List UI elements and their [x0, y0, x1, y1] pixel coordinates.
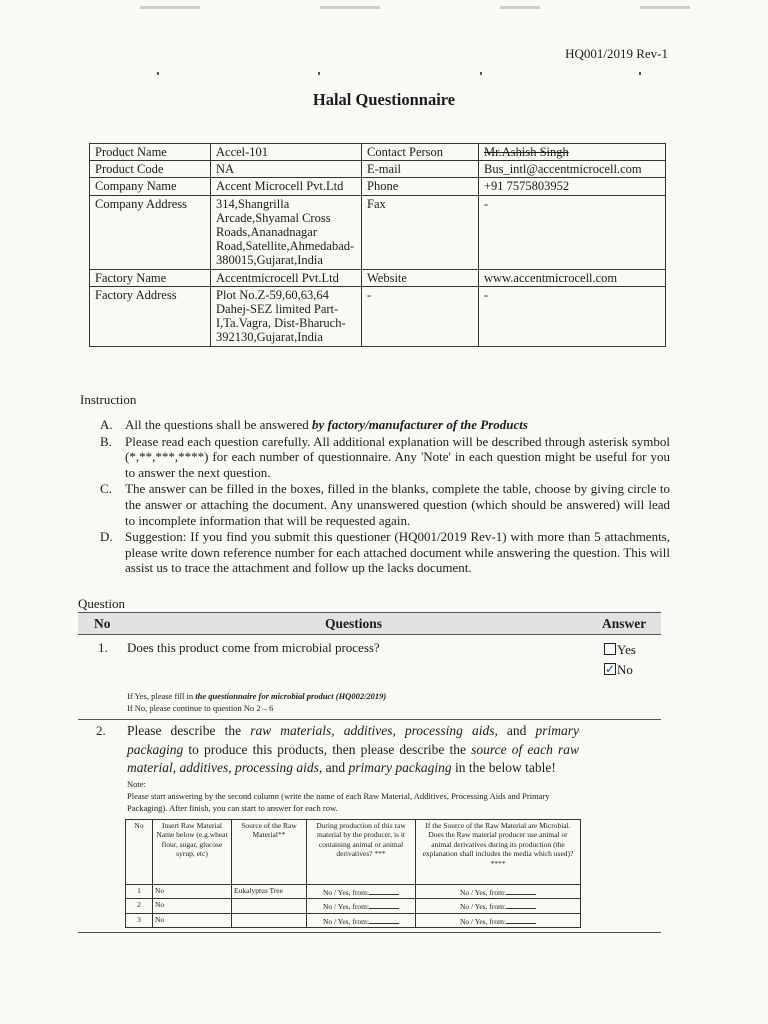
instruction-heading: Instruction: [80, 392, 137, 407]
instruction-text: Suggestion: If you find you submit this questioner (HQ001/2019 Rev-1) with more than 5 attachments, please write down reference number for each attached document while answering the question. This will assist us to trace the attachment and follow up the lacks document.: [125, 529, 670, 576]
fill-blank[interactable]: [369, 886, 399, 895]
factory-address-value: [211, 286, 362, 346]
address-line: Dahej-SEZ limited Part-: [216, 302, 339, 317]
question-table-header: [78, 612, 661, 635]
question-text: Does this product come from microbial process?: [127, 640, 380, 655]
value-cell: Accent Microcell Pvt.Ltd: [211, 178, 362, 195]
question-number: 2.: [96, 723, 106, 738]
scan-speck: [480, 72, 482, 75]
label-cell: Company Address: [90, 195, 211, 269]
label-cell: -: [362, 286, 479, 346]
text-part-emph: primary packaging: [348, 760, 452, 775]
value-cell: -: [479, 286, 666, 346]
address-line: 392130,Gujarat,India: [216, 330, 323, 345]
label-cell: Fax: [362, 195, 479, 269]
question-heading: Question: [78, 596, 125, 611]
text-part: and: [497, 723, 536, 738]
list-marker: A.: [100, 417, 113, 432]
text-part: to produce this products, then please describe the: [183, 741, 472, 757]
label-cell: Product Name: [90, 144, 211, 161]
column-header-answer: Answer: [602, 616, 647, 631]
microbial-answer[interactable]: [416, 913, 581, 927]
column-header: No: [126, 820, 153, 885]
address-line: Roads,Ananadnagar: [216, 225, 318, 240]
list-item: [100, 529, 670, 576]
address-line: I,Ta.Vagra, Dist-Bharuch-: [216, 316, 346, 331]
table-row: [126, 899, 581, 913]
scan-top-marks: [0, 6, 768, 10]
answer-text: No / Yes, from:: [322, 902, 370, 912]
fax-value: -: [479, 195, 666, 269]
answer-text: No / Yes, from:: [459, 916, 507, 926]
company-address-value: [211, 195, 362, 269]
label-cell: Company Name: [90, 178, 211, 195]
table-row: [126, 885, 581, 899]
address-line: Arcade,Shyamal Cross: [216, 210, 331, 225]
table-row: [90, 269, 666, 286]
label-cell: Website: [362, 269, 479, 286]
contact-person-value: Mr.Ashish Singh: [479, 144, 666, 161]
note-line: [127, 690, 386, 702]
checkbox-yes[interactable]: [604, 643, 616, 655]
list-item: [100, 481, 670, 528]
label-cell: Factory Name: [90, 269, 211, 286]
fill-blank[interactable]: [506, 915, 536, 924]
row-number: 2: [126, 899, 153, 913]
label-cell: Contact Person: [362, 144, 479, 161]
answer-text: No / Yes, from:: [459, 902, 507, 912]
website-value: www.accentmicrocell.com: [479, 269, 666, 286]
note-emphasis: the questionnaire for microbial product (HQ002/2019): [195, 691, 387, 701]
answer-option-yes[interactable]: [604, 640, 636, 660]
address-line: Plot No.Z-59,60,63,64: [216, 287, 329, 302]
label-cell: Product Code: [90, 161, 211, 178]
note-text: If Yes, please fill in: [127, 691, 196, 701]
raw-material-source[interactable]: [232, 899, 307, 913]
address-line: Road,Satellite,Ahmedabad-: [216, 239, 355, 254]
answer-text: No / Yes, from:: [459, 888, 507, 897]
answer-text: No / Yes, from:: [322, 888, 370, 897]
scan-speck: [639, 72, 641, 75]
scan-speck: [318, 72, 320, 75]
instruction-emphasis: by factory/manufacturer of the Products: [312, 417, 528, 432]
text-part: Please describe the: [127, 723, 251, 738]
address-line: 314,Shangrilla: [216, 196, 290, 211]
column-header-no: No: [94, 616, 111, 631]
animal-derivative-answer[interactable]: [307, 899, 416, 913]
phone-value: +91 7575803952: [479, 178, 666, 195]
label-cell: E-mail: [362, 161, 479, 178]
value-cell: NA: [211, 161, 362, 178]
instruction-text: The answer can be filled in the boxes, filled in the blanks, complete the table, choose by giving circle to the answer or attaching the document. Any unanswered question (which should be answered) will lead to incomplete information that will be requested again.: [125, 481, 670, 528]
text-part: in the below table!: [451, 760, 556, 775]
value-cell: Accentmicrocell Pvt.Ltd: [211, 269, 362, 286]
fill-blank[interactable]: [369, 915, 399, 924]
raw-material-table: [125, 819, 581, 928]
divider: [78, 932, 661, 933]
email-value: Bus_intl@accentmicrocell.com: [479, 161, 666, 178]
table-row: [90, 195, 666, 269]
raw-material-source[interactable]: [232, 913, 307, 927]
answer-text: No / Yes, from:: [322, 916, 370, 926]
answer-option-no[interactable]: [604, 660, 636, 680]
note-text: Please start answering by the second column (write the name of each Raw Material, Additives, Processing Aids and Primary Packaging). After finish, you can start to answer for each row.: [127, 791, 550, 813]
table-row: [90, 144, 666, 161]
answer-options: [604, 640, 636, 680]
column-header-questions: Questions: [325, 616, 383, 631]
instruction-list: [100, 417, 670, 577]
list-marker: C.: [100, 481, 112, 497]
text-part-emph: primary packaging: [127, 723, 579, 757]
value-cell: Accel-101: [211, 144, 362, 161]
column-header: Source of the Raw Material**: [232, 820, 307, 885]
list-item: [100, 434, 670, 481]
note-label: Note:: [127, 779, 146, 789]
label-cell: Phone: [362, 178, 479, 195]
list-marker: B.: [100, 433, 112, 449]
animal-derivative-answer[interactable]: [307, 913, 416, 927]
fill-blank[interactable]: [369, 900, 399, 909]
table-row: [126, 913, 581, 927]
question-number: 1.: [98, 640, 108, 655]
table-header-row: [126, 820, 581, 885]
fill-blank[interactable]: [506, 886, 536, 895]
table-row: [90, 178, 666, 195]
checkbox-no[interactable]: [604, 663, 616, 675]
page-title: Halal Questionnaire: [312, 90, 456, 109]
text-part-emph: raw materials, additives, processing aids,: [250, 723, 498, 738]
text-part-emph: source of each raw material, additives, processing aids,: [127, 741, 580, 775]
instruction-text: Please read each question carefully. All additional explanation will be described through asterisk symbol (*,**,***,****) for each number of questionnaire. Any 'Note' in each question might be useful for you to answer the next question.: [125, 433, 670, 480]
raw-material-source[interactable]: Eukalyptus Tree: [232, 885, 307, 899]
instruction-text: All the questions shall be answered: [125, 417, 313, 432]
option-label: No: [617, 662, 633, 677]
column-header: Insert Raw Material Name below (e.g.wheat flour, sugar, glucose syrup, etc): [153, 820, 232, 885]
microbial-answer[interactable]: [416, 885, 581, 899]
microbial-answer[interactable]: [416, 899, 581, 913]
document-code: HQ001/2019 Rev-1: [565, 46, 668, 61]
fill-blank[interactable]: [506, 900, 536, 909]
product-info-table: [89, 143, 666, 347]
question-text: [127, 722, 579, 778]
table-row: [90, 161, 666, 178]
option-label: Yes: [617, 642, 636, 657]
column-header: During production of this raw material by the producer, is it containing animal or animal derivatives? ***: [307, 820, 416, 885]
column-header: If the Source of the Raw Material are Microbial. Does the Raw material producer use animal or animal derivatives during its production (the explanation shall includes the media which used)?****: [416, 820, 581, 885]
label-cell: Factory Address: [90, 286, 211, 346]
address-line: [216, 211, 356, 225]
note-line: If No, please continue to question No 2 – 6: [127, 703, 274, 713]
scan-speck: [157, 72, 159, 75]
raw-material-name[interactable]: No: [153, 899, 232, 913]
text-part: and: [322, 760, 349, 775]
table-row: [90, 286, 666, 346]
address-line: 380015,Gujarat,India: [216, 253, 323, 268]
divider: [78, 719, 661, 720]
list-item: [100, 417, 670, 433]
list-marker: D.: [100, 529, 113, 545]
question-note: [127, 778, 587, 814]
raw-material-name[interactable]: No: [153, 885, 232, 899]
animal-derivative-answer[interactable]: [307, 885, 416, 899]
question-note: [127, 690, 386, 714]
row-number: 1: [126, 885, 153, 899]
row-number: 3: [126, 913, 153, 927]
raw-material-name[interactable]: No: [153, 913, 232, 927]
